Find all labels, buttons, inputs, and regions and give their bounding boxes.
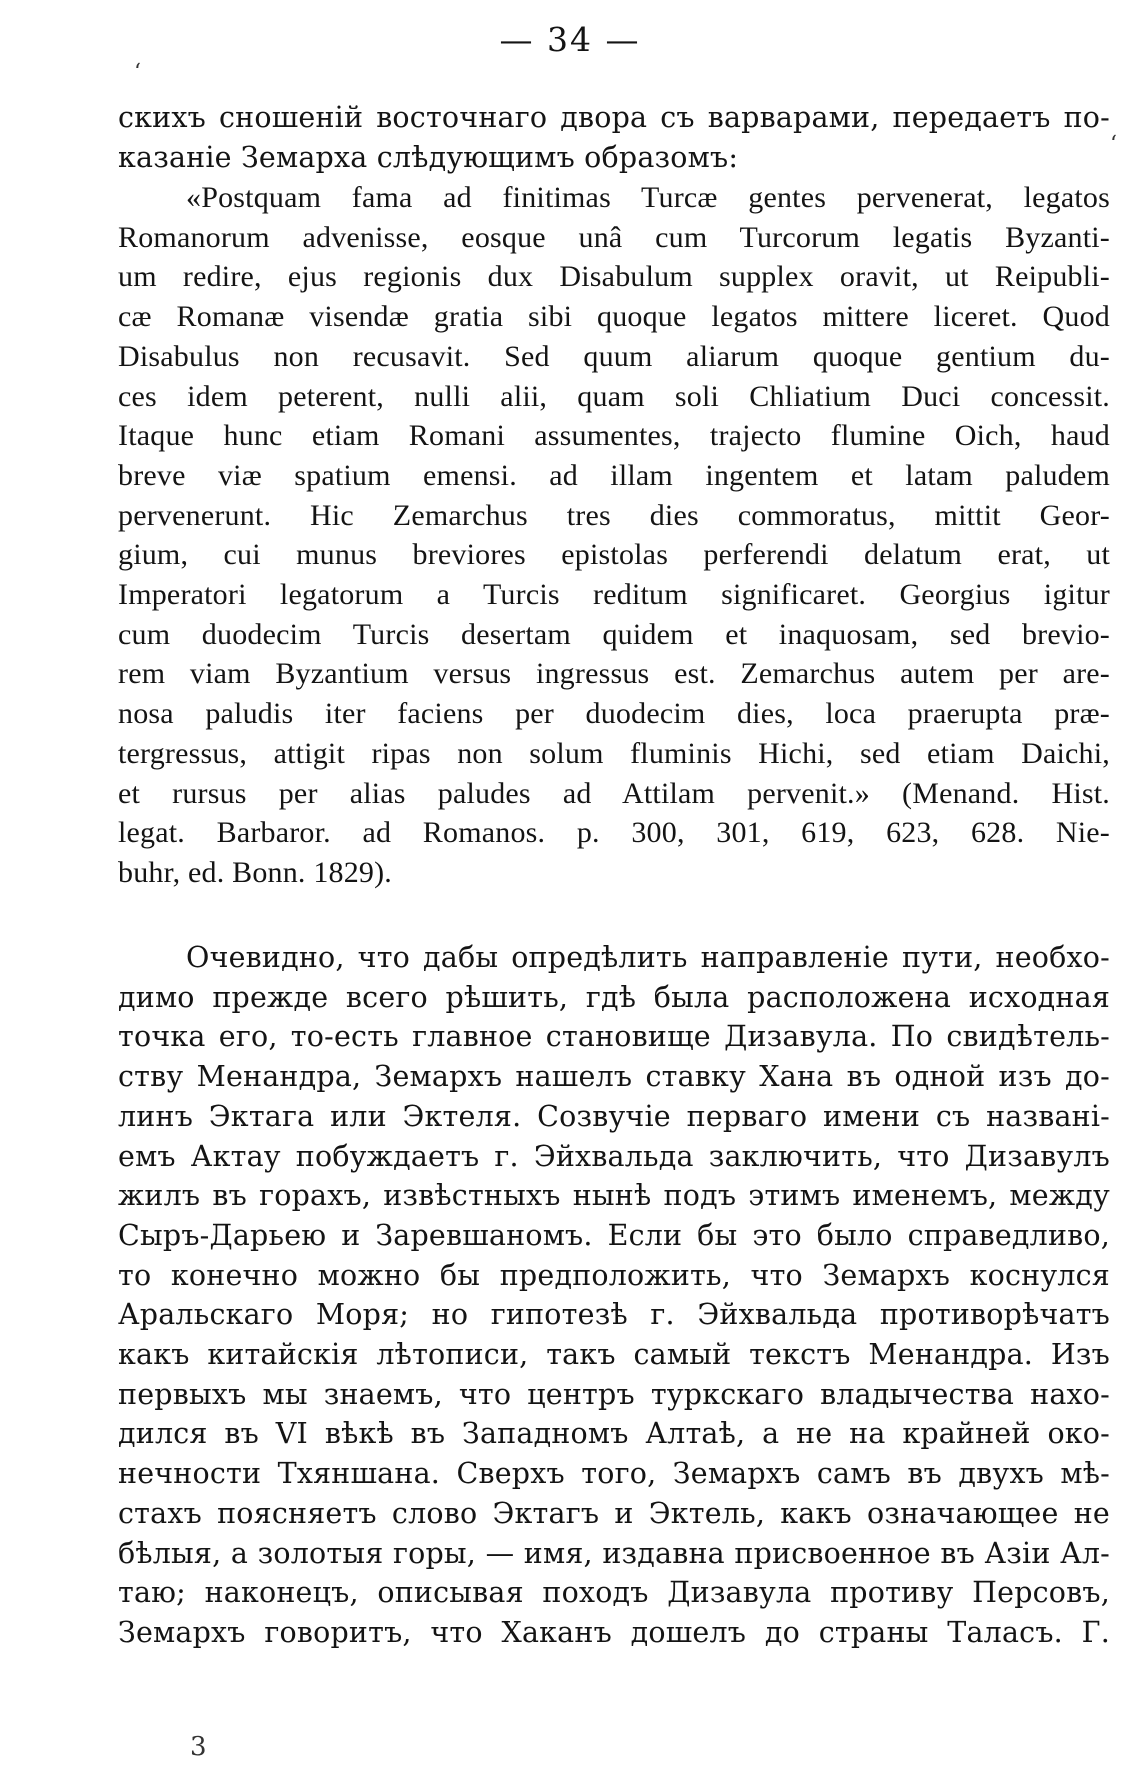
- text-line: дился въ VI вѣкѣ въ Западномъ Алтаѣ, а не на крайней око-: [118, 1417, 1110, 1451]
- text-line: скихъ сношеній восточнаго двора съ варварами, передаетъ по-: [118, 101, 1110, 134]
- text-line: nosa paludis iter faciens per duodecim dies, loca praerupta præ-: [118, 697, 1110, 731]
- text-line: жилъ въ горахъ, извѣстныхъ нынѣ подъ этимъ именемъ, между: [118, 1179, 1110, 1213]
- text-line: Disabulus non recusavit. Sed quum aliarum quoque gentium du-: [118, 339, 1110, 373]
- text-line: таю; наконецъ, описывая походъ Дизавула противу Персовъ,: [118, 1576, 1110, 1610]
- text-line: Очевидно, что дабы опредѣлить направленіе пути, необхо-: [186, 941, 1110, 974]
- text-line: «Postquam fama ad finitimas Turcæ gentes pervenerat, legatos: [186, 181, 1110, 214]
- page-number: — 34 —: [499, 20, 641, 59]
- intro-paragraph: [118, 98, 1110, 177]
- text-line: Сыръ-Дарьею и Заревшаномъ. Если бы это было справедливо,: [118, 1218, 1110, 1252]
- text-line: димо прежде всего рѣшить, гдѣ была расположена исходная: [118, 980, 1110, 1014]
- latin-quotation: [118, 178, 1110, 893]
- text-line: um redire, ejus regionis dux Disabulum supplex oravit, ut Reipubli-: [118, 260, 1110, 294]
- text-line: точка его, то-есть главное становище Дизавула. По свидѣтель-: [118, 1020, 1110, 1054]
- russian-paragraph: [118, 938, 1110, 1653]
- text-line: бѣлыя, а золотыя горы, — имя, издавна присвоенное въ Азіи Ал-: [118, 1536, 1110, 1570]
- text-line: Itaque hunc etiam Romani assumentes, trajecto flumine Oich, haud: [118, 419, 1110, 453]
- text-line: breve viæ spatium emensi. ad illam ingentem et latam paludem: [118, 458, 1110, 492]
- text-line: Imperatori legatorum a Turcis reditum significaret. Georgius igitur: [118, 578, 1110, 612]
- text-line: et rursus per alias paludes ad Attilam pervenit.» (Menand. Hist.: [118, 776, 1110, 810]
- stray-mark: ‘: [134, 60, 141, 85]
- text-line: нечности Тхяншана. Сверхъ того, Земархъ самъ въ двухъ мѣ-: [118, 1457, 1110, 1491]
- text-line: rem viam Byzantium versus ingressus est. Zemarchus autem per are-: [118, 657, 1110, 691]
- text-line: ству Менандра, Земархъ нашелъ ставку Хана въ одной изъ до-: [118, 1060, 1110, 1094]
- text-line: cæ Romanæ visendæ gratia sibi quoque legatos mittere liceret. Quod: [118, 300, 1110, 334]
- text-line: Romanorum advenisse, eosque unâ cum Turcorum legatis Byzanti-: [118, 220, 1110, 254]
- text-line: tergressus, attigit ripas non solum fluminis Hichi, sed etiam Daichi,: [118, 736, 1110, 770]
- text-line: Аральскаго Моря; но гипотезѣ г. Эйхвальда противорѣчатъ: [118, 1298, 1110, 1332]
- text-line: legat. Barbaror. ad Romanos. p. 300, 301, 619, 623, 628. Nie-: [118, 816, 1110, 850]
- text-line: линъ Эктага или Эктеля. Созвучіе перваго имени съ названі-: [118, 1099, 1110, 1133]
- text-line: емъ Актау побуждаетъ г. Эйхвальда заключить, что Дизавулъ: [118, 1139, 1110, 1173]
- stray-mark: 3: [190, 1732, 207, 1762]
- text-line: Земархъ говоритъ, что Хаканъ дошелъ до страны Таласъ. Г.: [118, 1615, 1110, 1649]
- text-line: pervenerunt. Hic Zemarchus tres dies commoratus, mittit Geor-: [118, 498, 1110, 532]
- text-line: ces idem peterent, nulli alii, quam soli Chliatium Duci concessit.: [118, 379, 1110, 413]
- text-line: стахъ поясняетъ слово Эктагъ и Эктель, какъ означающее не: [118, 1496, 1110, 1530]
- text-line: то конечно можно бы предположить, что Земархъ коснулся: [118, 1258, 1110, 1292]
- text-line: buhr, ed. Bonn. 1829).: [118, 855, 393, 889]
- text-line: cum duodecim Turcis desertam quidem et inaquosam, sed brevio-: [118, 617, 1110, 651]
- text-line: казаніе Земарха слѣдующимъ образомъ:: [118, 140, 739, 174]
- stray-mark: ʻ: [1110, 132, 1117, 157]
- text-line: какъ китайскія лѣтописи, такъ самый текстъ Менандра. Изъ: [118, 1338, 1110, 1372]
- text-line: gium, cui munus breviores epistolas perferendi delatum erat, ut: [118, 538, 1110, 572]
- text-line: первыхъ мы знаемъ, что центръ туркскаго владычества нахо-: [118, 1377, 1110, 1411]
